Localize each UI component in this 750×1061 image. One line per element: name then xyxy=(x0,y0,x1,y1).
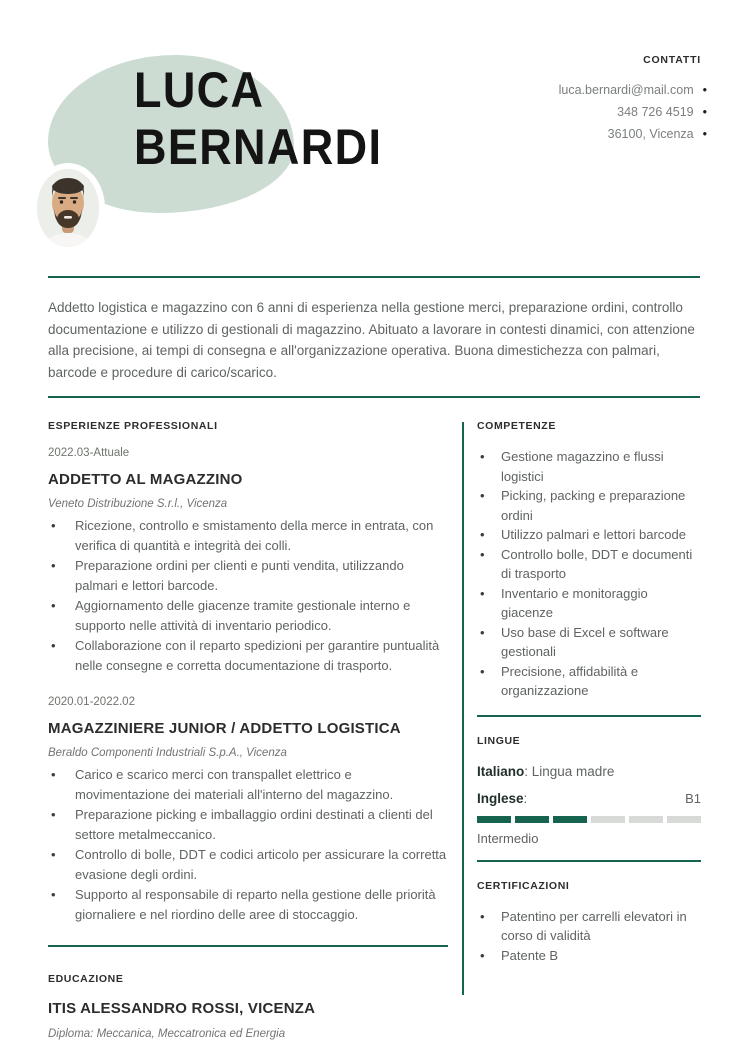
skill-item: • Picking, packing e preparazione ordini xyxy=(477,486,701,525)
job-bullet: • Aggiornamento delle giacenze tramite gestionale interno e supporto nelle attività di inventario periodico. xyxy=(48,596,448,636)
sidebar-column xyxy=(477,420,701,977)
language-level: : Lingua madre xyxy=(524,763,615,779)
contact-block xyxy=(559,54,707,145)
bar-segment xyxy=(477,816,511,823)
job-bullet: • Controllo di bolle, DDT e codici articolo per assicurare la corretta evasione degli ordini. xyxy=(48,845,448,885)
bar-segment xyxy=(553,816,587,823)
languages-section-title: LINGUE xyxy=(477,734,521,747)
language-level-label: Intermedio xyxy=(477,830,539,846)
section-divider xyxy=(48,396,700,398)
skill-item: • Precisione, affidabilità e organizzazione xyxy=(477,662,701,701)
section-divider xyxy=(477,715,701,717)
bullet-icon: • xyxy=(702,83,707,97)
language-name: Inglese xyxy=(477,790,524,806)
job-company: Beraldo Componenti Industriali S.p.A., Vicenza xyxy=(48,747,287,759)
job-entry xyxy=(48,447,448,676)
section-divider xyxy=(48,276,700,278)
candidate-name xyxy=(134,62,382,176)
certifications-section-title: CERTIFICAZIONI xyxy=(477,879,570,892)
education-section-title: EDUCAZIONE xyxy=(48,973,124,985)
section-divider xyxy=(477,860,701,862)
job-title: MAGAZZINIERE JUNIOR / ADDETTO LOGISTICA xyxy=(48,720,401,737)
job-bullet: • Preparazione ordini per clienti e punti vendita, utilizzando palmari e lettori barcode. xyxy=(48,556,448,596)
summary-text: Addetto logistica e magazzino con 6 anni di esperienza nella gestione merci, preparazione ordini, controllo documentazione e utilizzo di gestionali di magazzino. Abituato a lavorare in contesti dinamici, con attenzione alla precisione, ai tempi di consegna e all'organizzazione operativa. Buona dimestichezza con palmari, barcode e procedure di carico/scarico. xyxy=(48,300,695,380)
language-native xyxy=(477,762,701,782)
job-title: ADDETTO AL MAGAZZINO xyxy=(48,471,243,488)
bar-segment xyxy=(515,816,549,823)
skills-section-title: COMPETENZE xyxy=(477,420,556,432)
contact-email: luca.bernardi@mail.com xyxy=(558,83,694,97)
skills-list xyxy=(477,447,701,701)
job-bullet: • Supporto al responsabile di reparto nella gestione delle priorità giornaliere e nel riordino delle aree di stoccaggio. xyxy=(48,885,448,925)
job-bullet: • Ricezione, controllo e smistamento della merce in entrata, con verifica di quantità e integrità dei colli. xyxy=(48,516,448,556)
job-bullet: • Carico e scarico merci con transpallet elettrico e movimentazione dei materiali all'interno del magazzino. xyxy=(48,765,448,805)
bar-segment xyxy=(591,816,625,823)
skill-item: • Inventario e monitoraggio giacenze xyxy=(477,584,701,623)
certification-item: • Patentino per carrelli elevatori in corso di validità xyxy=(477,907,701,946)
first-name: LUCA xyxy=(134,62,265,118)
certifications-list xyxy=(477,907,701,966)
job-entry xyxy=(48,696,448,925)
certification-item: • Patente B xyxy=(477,946,701,966)
job-dates: 2022.03-Attuale xyxy=(48,447,130,459)
job-dates: 2020.01-2022.02 xyxy=(48,696,135,708)
avatar-illustration xyxy=(37,169,99,247)
job-bullets xyxy=(48,765,448,925)
language-foreign xyxy=(477,789,701,809)
experience-column xyxy=(48,420,448,1040)
language-level-bar xyxy=(477,816,701,823)
language-cefr-level: B1 xyxy=(685,790,701,806)
skill-item: • Uso base di Excel e software gestionali xyxy=(477,623,701,662)
job-company: Veneto Distribuzione S.r.l., Vicenza xyxy=(48,498,228,510)
profile-photo xyxy=(31,163,105,253)
contact-row-phone xyxy=(559,101,707,123)
section-divider xyxy=(48,945,448,947)
contact-section-title: CONTATTI xyxy=(643,54,701,66)
last-name: BERNARDI xyxy=(134,119,383,175)
bullet-icon: • xyxy=(702,127,707,141)
skill-item: • Gestione magazzino e flussi logistici xyxy=(477,447,701,486)
contact-address: 36100, Vicenza xyxy=(607,127,694,141)
skill-item: • Controllo bolle, DDT e documenti di trasporto xyxy=(477,545,701,584)
skill-item: • Utilizzo palmari e lettori barcode xyxy=(477,525,701,545)
bar-segment xyxy=(629,816,663,823)
colon: : xyxy=(523,790,528,806)
column-divider xyxy=(462,422,464,995)
contact-row-email xyxy=(559,79,707,101)
job-bullets xyxy=(48,516,448,676)
language-name: Italiano xyxy=(477,763,525,779)
contact-row-address xyxy=(559,123,707,145)
bullet-icon: • xyxy=(702,105,707,119)
experience-section-title: ESPERIENZE PROFESSIONALI xyxy=(48,420,218,432)
diploma-text: Diploma: Meccanica, Meccatronica ed Energia xyxy=(48,1028,286,1040)
bar-segment xyxy=(667,816,701,823)
contact-phone: 348 726 4519 xyxy=(617,105,694,119)
school-name: ITIS ALESSANDRO ROSSI, VICENZA xyxy=(48,1000,316,1017)
job-bullet: • Preparazione picking e imballaggio ordini destinati a clienti del settore metalmeccanico. xyxy=(48,805,448,845)
language-name-wrap xyxy=(477,789,527,809)
job-bullet: • Collaborazione con il reparto spedizioni per garantire puntualità nelle consegne e corretta documentazione di trasporto. xyxy=(48,636,448,676)
